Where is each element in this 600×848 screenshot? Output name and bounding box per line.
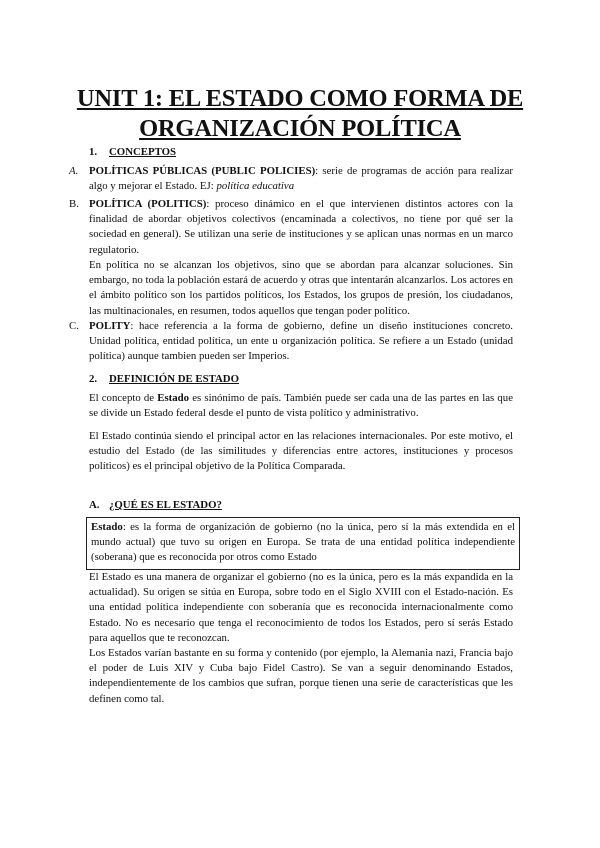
section-a-paragraph-1: El Estado es una manera de organizar el gobierno (no es la única, pero es la más expandida en la actualidad). Su origen se sitúa en Europa, sobre todo en el Siglo XVIII con el Estado-nación. Es una entidad política independiente con soberanía que es reconocida internacionalmente como Estado. No es necesario que tenga el reconocimiento de todos los Estados, pero sí serás Estado para aquellos que te reconozcan. [89,571,513,644]
document-title [70,84,530,144]
concept-term: POLÍTICAS PÚBLICAS (PUBLIC POLICIES) [89,165,316,177]
estado-definition-box [86,517,520,570]
title-line-1: UNIT 1: EL ESTADO COMO FORMA DE [76,85,524,112]
section-2-heading: 2. DEFINICIÓN DE ESTADO [89,373,239,385]
item-marker: C. [69,320,79,332]
section-2-paragraph-2: El Estado continúa siendo el principal actor en las relaciones internacionales. Por este motivo, el estudio del Estado (de las similitudes y diferencias entre actores, instituciones y procesos políticos) es el principal objetivo de la Política Comparada. [89,430,513,473]
concept-text: : hace referencia a la forma de gobierno, define un diseño instituciones concreto. Unidad política, entidad política, un ente u organización política. Se refiere a un Estado (unidad política) aunque tambien pueden ser Imperios. [89,320,513,363]
estado-term: Estado [157,392,190,404]
item-marker: B. [69,198,79,210]
section-2-paragraph-1: El concepto de Estado es sinónimo de país. También puede ser cada una de las partes en las que se divide un Estado federal desde el punto de vista político y administrativo. [89,392,513,420]
definition-term: Estado [91,521,123,533]
title-line-2: ORGANIZACIÓN POLÍTICA [139,115,461,142]
item-marker: A. [69,165,79,177]
concept-text: : serie de programas de acción para realizar algo y mejorar el Estado. EJ: [89,165,513,193]
concept-item-c [69,319,513,365]
section-a-paragraph-2: Los Estados varían bastante en su forma y contenido (por ejemplo, la Alemania nazi, Francia bajo el poder de Luis XIV y Cuba bajo Fidel Castro). Se van a seguir denominando Estados, independientemente de los cambios que sufran, porque tienen una serie de características que les definen como tal. [89,647,513,705]
concept-term: POLÍTICA (POLITICS) [89,198,207,210]
concept-text: : proceso dinámico en el que intervienen distintos actores con la finalidad de abordar objetivos colectivos (encaminada a colectivos, no tiene por qué ser la sociedad en general). Se utilizan una serie de instituciones y se aplican unas normas en un marco regulatorio. [89,198,514,256]
concept-example: política educativa [216,180,295,193]
section-1-heading: 1. CONCEPTOS [89,146,176,158]
section-a-heading: A. ¿QUÉ ES EL ESTADO? [89,499,222,511]
concept-item-b-extra: En política no se alcanzan los objetivos, sino que se abordan para alcanzar soluciones. Sin embargo, no toda la población estará de acuerdo y otras que intentarán alcanzarlos. Los actores en el ámbito político son los partidos políticos, los Estados, los grupos de presión, los ciudadanos, las multinacionales, en resumen, todos aquellos que tengan poder político. [89,259,513,317]
concept-term: POLITY [89,320,131,332]
concept-item-b [69,197,514,258]
definition-text: : es la forma de organización de gobierno (no la única, pero sí la más extendida en el mundo actual) que tuvo su origen en Europa. Se trata de una entidad política independiente (soberana) que es reconocida por otros como Estado [91,521,515,564]
concept-item-a [69,164,513,194]
